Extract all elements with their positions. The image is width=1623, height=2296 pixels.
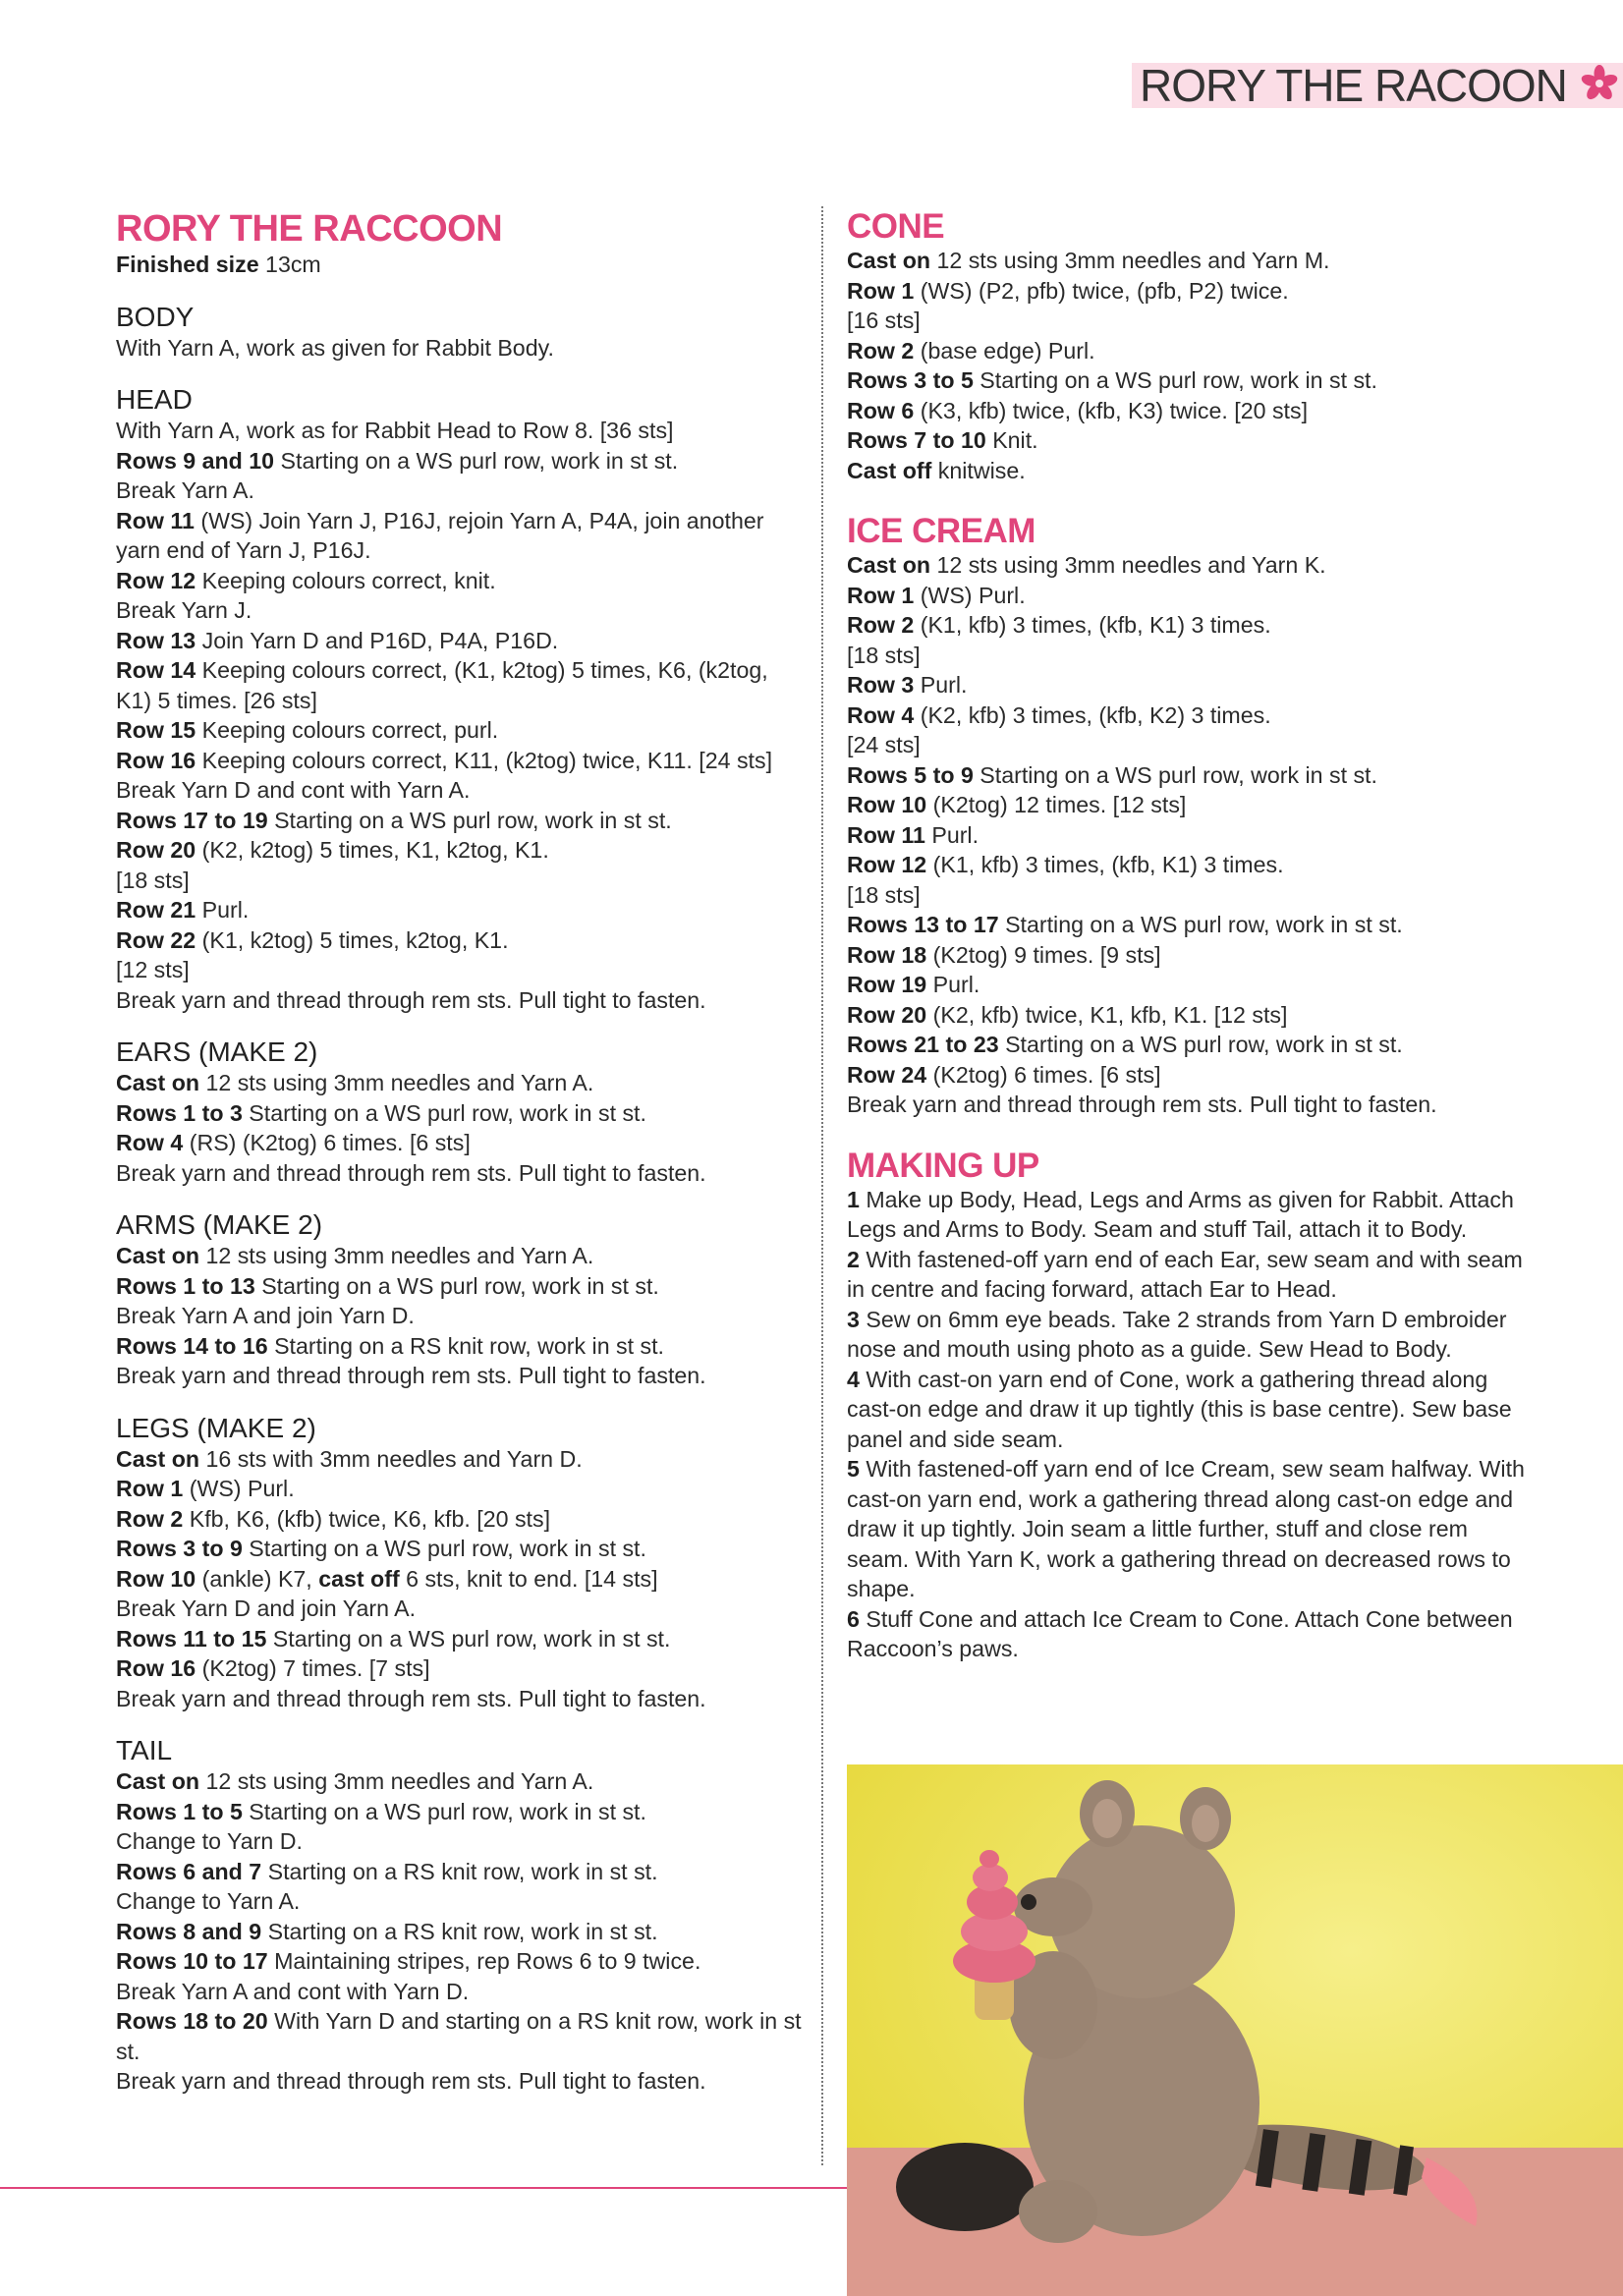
instruction-line [847, 425, 1535, 456]
instruction-line [116, 746, 804, 776]
instruction-line [847, 336, 1535, 366]
legs-instructions [116, 1444, 804, 1714]
instruction-text: (WS) Purl. [183, 1476, 295, 1501]
instruction-label: Cast off [847, 457, 932, 483]
instruction-label: Row 12 [847, 852, 927, 877]
making-up-instructions [847, 1185, 1535, 1664]
instruction-line [116, 566, 804, 596]
instruction-text: 12 sts using 3mm needles and Yarn A. [199, 1243, 594, 1268]
instruction-text: (K1, kfb) 3 times, (kfb, K1) 3 times. [926, 852, 1284, 877]
instruction-text: Keeping colours correct, K11, (k2tog) twice, K11. [24 sts] [196, 747, 773, 773]
instruction-text: (K3, kfb) twice, (kfb, K3) twice. [20 sts] [914, 397, 1309, 423]
instruction-label: Rows 9 and 10 [116, 447, 275, 474]
instruction-label: Rows 17 to 19 [116, 807, 268, 833]
instruction-text: Break yarn and thread through rem sts. Pull tight to fasten. [116, 1159, 706, 1186]
instruction-text: Break yarn and thread through rem sts. Pull tight to fasten. [847, 1092, 1437, 1117]
instruction-label: Rows 7 to 10 [847, 427, 986, 453]
instruction-line [847, 610, 1535, 641]
tail-heading: TAIL [116, 1735, 173, 1765]
instruction-line [847, 641, 1535, 671]
instruction-text: (K2, k2tog) 5 times, K1, k2tog, K1. [196, 837, 549, 863]
instruction-line [847, 1245, 1535, 1305]
instruction-text: Starting on a RS knit row, work in st st. [261, 1858, 658, 1884]
instruction-line [116, 985, 804, 1016]
instruction-label: 6 [847, 1605, 860, 1632]
instruction-line [847, 790, 1535, 820]
instruction-line [116, 1886, 804, 1917]
instruction-text: Join Yarn D and P16D, P4A, P16D. [196, 627, 559, 653]
instruction-label: Rows 6 and 7 [116, 1858, 262, 1884]
instruction-label: 3 [847, 1306, 860, 1332]
instruction-label: Row 2 [847, 337, 915, 364]
instruction-line [847, 550, 1535, 581]
instruction-line [116, 506, 804, 566]
instruction-line [847, 396, 1535, 426]
instruction-label: Row 11 [116, 507, 195, 533]
cone-heading: CONE [847, 207, 945, 246]
instruction-line [116, 1624, 804, 1654]
instruction-text: Keeping colours correct, purl. [196, 717, 499, 743]
instruction-text: Break yarn and thread through rem sts. Pull tight to fasten. [116, 1685, 706, 1711]
head-heading: HEAD [116, 384, 193, 415]
column-divider [821, 206, 823, 2165]
ice-cream-heading: ICE CREAM [847, 512, 1035, 550]
instruction-text: Knit. [985, 427, 1038, 453]
instruction-label: Row 10 [116, 1565, 196, 1592]
instruction-label: Rows 3 to 9 [116, 1536, 243, 1561]
instruction-label: Rows 1 to 5 [116, 1798, 243, 1824]
instruction-text: With Yarn D and starting on a RS knit row, work in st st. [116, 2008, 802, 2064]
instruction-label: Rows 21 to 23 [847, 1032, 999, 1057]
instruction-line [116, 626, 804, 656]
instruction-label: Rows 1 to 3 [116, 1099, 243, 1126]
instruction-text: Purl. [914, 672, 968, 698]
instruction-label: Row 19 [847, 972, 927, 997]
instruction-text: (RS) (K2tog) 6 times. [6 sts] [183, 1130, 471, 1155]
instruction-text: Purl. [924, 821, 979, 848]
left-column [116, 208, 804, 2097]
instruction-line [847, 700, 1535, 731]
instruction-label: Row 16 [116, 747, 196, 773]
instruction-text: Starting on a WS purl row, work in st st. [973, 761, 1377, 788]
instruction-line [847, 940, 1535, 971]
instruction-line [116, 955, 804, 985]
instruction-text: Break yarn and thread through rem sts. Pull tight to fasten. [116, 986, 706, 1013]
instruction-text: With cast-on yarn end of Cone, work a gathering thread along cast-on edge and draw it up tightly (this is base centre). Sew base panel and side seam. [847, 1366, 1512, 1452]
instruction-label: Row 16 [116, 1655, 196, 1681]
instruction-text: With fastened-off yarn end of each Ear, sew seam and with seam in centre and facing forward, attach Ear to Head. [847, 1246, 1523, 1302]
instruction-text: (K2tog) 6 times. [6 sts] [926, 1061, 1161, 1088]
instruction-label: Cast on [116, 1243, 200, 1268]
instruction-line [847, 1090, 1535, 1120]
instruction-line [847, 670, 1535, 700]
instruction-line [116, 416, 804, 446]
instruction-line [847, 1185, 1535, 1245]
ears-instructions [116, 1068, 804, 1188]
instruction-label: Row 11 [847, 821, 925, 848]
instruction-line [847, 1305, 1535, 1365]
instruction-label: Row 22 [116, 926, 196, 953]
instruction-line [116, 1158, 804, 1189]
instruction-label: 5 [847, 1456, 860, 1482]
instruction-label: Row 2 [116, 1505, 184, 1532]
instruction-line [847, 760, 1535, 791]
instruction-line [116, 925, 804, 956]
instruction-text: Make up Body, Head, Legs and Arms as given for Rabbit. Attach Legs and Arms to Body. Seam and stuff Tail, attach it to Body. [847, 1186, 1514, 1242]
instruction-line [116, 595, 804, 626]
instruction-label: Row 4 [116, 1130, 184, 1155]
instruction-line [116, 1594, 804, 1624]
instruction-text: Starting on a WS purl row, work in st st. [254, 1272, 659, 1299]
instruction-label: Cast on [116, 1768, 200, 1794]
instruction-label: Rows 10 to 17 [116, 1948, 268, 1974]
instruction-text: [24 sts] [847, 732, 921, 757]
instruction-text: [16 sts] [847, 308, 921, 333]
instruction-line [116, 2066, 804, 2097]
finished-size-label: Finished size [116, 252, 259, 277]
instruction-line [847, 581, 1535, 611]
instruction-line [116, 1474, 804, 1504]
finished-size [116, 250, 804, 280]
instruction-text: [18 sts] [847, 642, 921, 668]
instruction-line [116, 1444, 804, 1475]
instruction-label: Row 3 [847, 672, 915, 698]
instruction-text: Starting on a WS purl row, work in st st. [998, 912, 1403, 937]
tail-instructions [116, 1766, 804, 2097]
instruction-text: With Yarn A, work as for Rabbit Head to Row 8. [36 sts] [116, 418, 674, 443]
finished-size-value: 13cm [258, 252, 321, 277]
instruction-label: Rows 14 to 16 [116, 1332, 268, 1359]
instruction-text: (K2tog) 9 times. [9 sts] [926, 941, 1161, 968]
instruction-text: Break yarn and thread through rem sts. Pull tight to fasten. [116, 2068, 706, 2094]
instruction-line [847, 306, 1535, 336]
instruction-line [847, 970, 1535, 1000]
instruction-line [847, 1365, 1535, 1455]
instruction-label: 4 [847, 1366, 860, 1392]
instruction-label: Row 20 [847, 1001, 927, 1028]
instruction-text: (K2, kfb) 3 times, (kfb, K2) 3 times. [914, 701, 1271, 728]
instruction-label: Rows 13 to 17 [847, 912, 999, 937]
section-tag-label: RORY THE RACOON [1140, 60, 1567, 111]
instruction-label: Row 10 [847, 792, 927, 817]
instruction-label: Rows 18 to 20 [116, 2008, 268, 2034]
instruction-line [847, 365, 1535, 396]
instruction-text: Change to Yarn A. [116, 1888, 301, 1914]
instruction-line [847, 1000, 1535, 1031]
instruction-label: Row 1 [847, 582, 915, 608]
instruction-text: 12 sts using 3mm needles and Yarn K. [930, 552, 1326, 578]
instruction-label: Rows 5 to 9 [847, 761, 974, 788]
instruction-label: Rows 3 to 5 [847, 367, 974, 393]
raccoon-photo [847, 1764, 1623, 2296]
instruction-text: Starting on a WS purl row, work in st st. [266, 1625, 671, 1652]
instruction-text: Break Yarn D and join Yarn A. [116, 1596, 417, 1621]
instruction-text: [18 sts] [847, 881, 921, 908]
instruction-label: Row 6 [847, 397, 915, 423]
instruction-line [116, 1301, 804, 1331]
instruction-line [116, 1241, 804, 1271]
instruction-label: Row 15 [116, 717, 196, 743]
instruction-text: 12 sts using 3mm needles and Yarn A. [199, 1070, 594, 1095]
right-column [847, 208, 1535, 1664]
instruction-label: Cast on [116, 1445, 200, 1472]
instruction-label: Row 20 [116, 837, 196, 863]
instruction-line [116, 1684, 804, 1714]
instruction-text: 6 sts, knit to end. [14 sts] [399, 1565, 658, 1592]
instruction-line [116, 715, 804, 746]
instruction-label: Row 1 [847, 277, 915, 304]
instruction-line [116, 1917, 804, 1947]
instruction-line [847, 456, 1535, 486]
instruction-text: (base edge) Purl. [914, 337, 1095, 364]
instruction-line [116, 1564, 804, 1595]
instruction-text: Starting on a WS purl row, work in st st. [242, 1798, 646, 1824]
instruction-text: Maintaining stripes, rep Rows 6 to 9 twice. [267, 1948, 701, 1974]
instruction-label: Row 24 [847, 1061, 927, 1088]
instruction-line [847, 1030, 1535, 1060]
instruction-label: Row 18 [847, 941, 927, 968]
instruction-line [116, 1534, 804, 1564]
instruction-line [116, 775, 804, 806]
instruction-text: [18 sts] [116, 867, 190, 893]
instruction-text: (K2tog) 12 times. [12 sts] [926, 792, 1187, 817]
instruction-text: Sew on 6mm eye beads. Take 2 strands from Yarn D embroider nose and mouth using photo as a guide. Sew Head to Body. [847, 1306, 1507, 1362]
instruction-text: Break Yarn A and cont with Yarn D. [116, 1978, 470, 2004]
instruction-text: Break Yarn J. [116, 597, 252, 623]
flower-icon [1581, 65, 1618, 107]
instruction-text: Starting on a WS purl row, work in st st. [998, 1032, 1403, 1057]
instruction-line [116, 1977, 804, 2007]
instruction-text: Keeping colours correct, knit. [196, 567, 496, 593]
pattern-title: RORY THE RACCOON [116, 208, 503, 250]
instruction-label: Cast on [847, 248, 931, 273]
instruction-line [116, 1826, 804, 1857]
instruction-text: knitwise. [931, 457, 1026, 483]
instruction-text: With fastened-off yarn end of Ice Cream, sew seam halfway. With cast-on yarn end, work a gathering thread along cast-on edge and draw it up tightly. Join seam a little further, stuff and close rem seam. With Yarn K, work a gathering thread on decreased rows to shape. [847, 1456, 1525, 1601]
instruction-line [116, 1946, 804, 1977]
instruction-text: (K1, kfb) 3 times, (kfb, K1) 3 times. [914, 612, 1271, 638]
body-heading: BODY [116, 301, 195, 332]
instruction-line [847, 880, 1535, 911]
instruction-label: Rows 11 to 15 [116, 1625, 267, 1652]
instruction-line [847, 1060, 1535, 1091]
ice-cream-instructions [847, 550, 1535, 1120]
instruction-line [847, 246, 1535, 276]
instruction-label: Row 21 [116, 897, 196, 923]
instruction-line [116, 446, 804, 476]
instruction-line [116, 2006, 804, 2066]
instruction-text: Starting on a RS knit row, work in st st. [261, 1918, 658, 1944]
instruction-label: 2 [847, 1246, 860, 1272]
instruction-line [116, 1331, 804, 1362]
instruction-label: Row 13 [116, 627, 196, 653]
instruction-text: (WS) (P2, pfb) twice, (pfb, P2) twice. [914, 277, 1289, 304]
instruction-line [116, 835, 804, 866]
instruction-text: 12 sts using 3mm needles and Yarn M. [930, 248, 1330, 273]
instruction-label: cast off [318, 1565, 400, 1592]
instruction-line [847, 276, 1535, 307]
instruction-label: Cast on [847, 552, 931, 578]
instruction-line [116, 1766, 804, 1797]
instruction-text: Purl. [926, 972, 980, 997]
instruction-text: Starting on a WS purl row, work in st st. [242, 1536, 646, 1561]
instruction-line [116, 1797, 804, 1827]
instruction-text: 12 sts using 3mm needles and Yarn A. [199, 1768, 594, 1794]
instruction-line [847, 1604, 1535, 1664]
instruction-text: Starting on a RS knit row, work in st st. [267, 1332, 664, 1359]
instruction-label: 1 [847, 1186, 860, 1212]
instruction-line [116, 476, 804, 506]
instruction-text: Change to Yarn D. [116, 1828, 303, 1854]
instruction-text: (K2tog) 7 times. [7 sts] [196, 1655, 430, 1681]
instruction-line [847, 910, 1535, 940]
instruction-line [847, 730, 1535, 760]
instruction-label: Row 12 [116, 567, 196, 593]
instruction-text: Purl. [196, 897, 250, 923]
section-tag [1132, 60, 1623, 111]
instruction-line [116, 1068, 804, 1098]
body-text: With Yarn A, work as given for Rabbit Body. [116, 334, 554, 361]
instruction-text: Kfb, K6, (kfb) twice, K6, kfb. [20 sts] [183, 1505, 551, 1532]
arms-instructions [116, 1241, 804, 1391]
instruction-text: [12 sts] [116, 957, 190, 982]
instruction-text: (K1, k2tog) 5 times, k2tog, K1. [196, 926, 509, 953]
instruction-text: Starting on a WS purl row, work in st st. [242, 1099, 646, 1126]
instruction-line [847, 820, 1535, 851]
instruction-label: Rows 8 and 9 [116, 1918, 262, 1944]
bottom-rule [0, 2187, 847, 2189]
instruction-label: Row 2 [847, 612, 915, 638]
instruction-text: 16 sts with 3mm needles and Yarn D. [199, 1445, 583, 1472]
instruction-line [116, 1098, 804, 1129]
instruction-text: (WS) Purl. [914, 582, 1026, 608]
instruction-text: Break Yarn A and join Yarn D. [116, 1303, 415, 1328]
instruction-text: (ankle) K7, [196, 1565, 319, 1592]
instruction-line [116, 655, 804, 715]
instruction-text: Keeping colours correct, (K1, k2tog) 5 times, K6, (k2tog, K1) 5 times. [26 sts] [116, 657, 768, 713]
instruction-text: (K2, kfb) twice, K1, kfb, K1. [12 sts] [926, 1001, 1288, 1028]
ears-heading: EARS (MAKE 2) [116, 1036, 318, 1067]
instruction-label: Rows 1 to 13 [116, 1272, 255, 1299]
instruction-label: Row 14 [116, 657, 196, 683]
instruction-line [116, 1271, 804, 1302]
instruction-text: (WS) Join Yarn J, P16J, rejoin Yarn A, P4A, join another yarn end of Yarn J, P16J. [116, 507, 764, 563]
instruction-line [116, 895, 804, 925]
instruction-line [847, 1454, 1535, 1604]
arms-heading: ARMS (MAKE 2) [116, 1209, 323, 1240]
instruction-line [116, 1128, 804, 1158]
instruction-line [116, 866, 804, 896]
instruction-line [116, 1653, 804, 1684]
instruction-text: Break yarn and thread through rem sts. Pull tight to fasten. [116, 1363, 706, 1388]
making-up-heading: MAKING UP [847, 1146, 1039, 1185]
instruction-text: Starting on a WS purl row, work in st st. [274, 447, 679, 474]
legs-heading: LEGS (MAKE 2) [116, 1412, 316, 1443]
instruction-text: Stuff Cone and attach Ice Cream to Cone. Attach Cone between Raccoon’s paws. [847, 1605, 1513, 1661]
instruction-label: Row 4 [847, 701, 915, 728]
instruction-line [847, 850, 1535, 880]
instruction-line [116, 806, 804, 836]
instruction-text: Starting on a WS purl row, work in st st. [267, 807, 672, 833]
instruction-line [116, 1857, 804, 1887]
instruction-text: Starting on a WS purl row, work in st st. [973, 367, 1377, 393]
cone-instructions [847, 246, 1535, 485]
head-instructions [116, 416, 804, 1015]
instruction-line [116, 1504, 804, 1535]
instruction-text: Break Yarn A. [116, 477, 254, 503]
instruction-label: Cast on [116, 1070, 200, 1095]
instruction-text: Break Yarn D and cont with Yarn A. [116, 777, 471, 803]
instruction-label: Row 1 [116, 1476, 184, 1501]
instruction-line [116, 1361, 804, 1391]
